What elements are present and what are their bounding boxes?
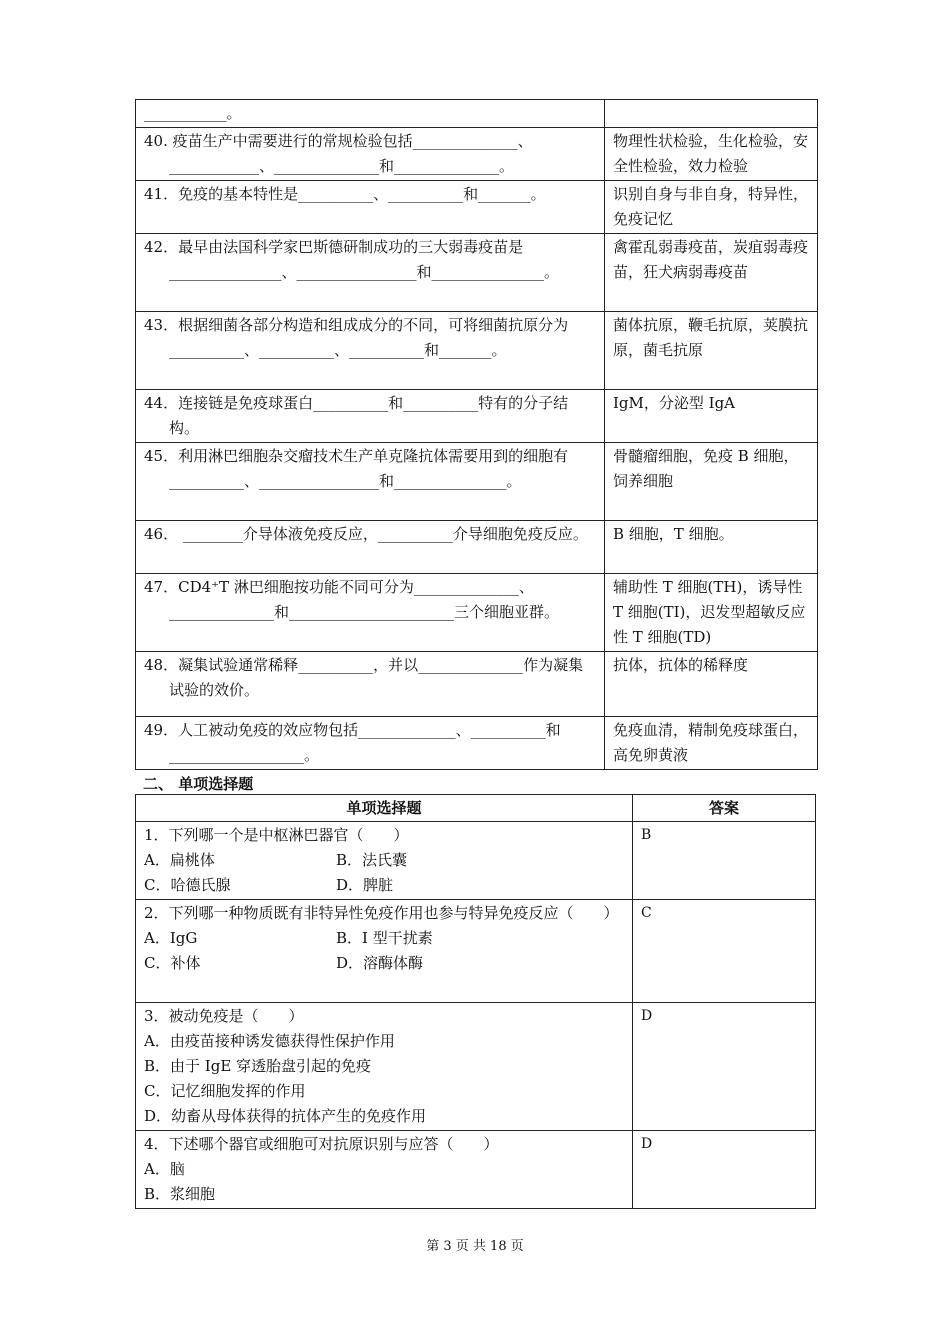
question-text: 46． ________介导体液免疫反应，__________介导细胞免疫反应。	[144, 525, 588, 543]
question-text: 47．CD4⁺T 淋巴细胞按功能不同可分为______________、______________和______________________三个细胞亚群。	[144, 578, 560, 621]
answer-cell: 辅助性 T 细胞(TH)，诱导性 T 细胞(TI)，迟发型超敏反应性 T 细胞(TD)	[605, 574, 818, 652]
question-text: 43．根据细菌各部分构造和组成成分的不同，可将细菌抗原分为__________、__________、__________和_______。	[144, 316, 569, 359]
question-text: 42．最早由法国科学家巴斯德研制成功的三大弱毒疫苗是_______________、________________和_______________。	[144, 238, 560, 281]
question-stem: 1．下列哪一个是中枢淋巴器官（ ）	[144, 826, 409, 844]
question-stem: 2．下列哪一种物质既有非特异性免疫作用也参与特异免疫反应（ ）	[144, 904, 619, 922]
answer-cell: D	[633, 1003, 816, 1131]
table-row	[136, 652, 818, 717]
table-row	[136, 443, 818, 521]
question-text: 40. 疫苗生产中需要进行的常规检验包括______________、____________、______________和______________。	[144, 132, 533, 175]
options	[144, 926, 624, 976]
question-cell	[136, 312, 605, 390]
table-row	[136, 1003, 816, 1131]
page-footer: 第 3 页 共 18 页	[426, 1239, 524, 1254]
question-text: 41．免疫的基本特性是__________、__________和_______。	[144, 185, 546, 203]
question-cell	[136, 652, 605, 717]
answer-cell: 菌体抗原，鞭毛抗原，荚膜抗原，菌毛抗原	[605, 312, 818, 390]
table-row	[136, 822, 816, 900]
table-row	[136, 128, 818, 181]
option: A．由疫苗接种诱发德获得性保护作用	[144, 1032, 395, 1050]
option: B．I 型干扰素	[336, 929, 433, 947]
question-text: 49．人工被动免疫的效应物包括_____________、__________和__________________。	[144, 721, 561, 764]
column-header-answer: 答案	[633, 795, 816, 822]
table-row	[136, 1131, 816, 1209]
option: B．由于 IgE 穿透胎盘引起的免疫	[144, 1057, 372, 1075]
table-header-row	[136, 795, 816, 822]
option: B．法氏囊	[336, 851, 408, 869]
table-row	[136, 390, 818, 443]
fill-in-table	[135, 99, 818, 770]
question-stem: 3．被动免疫是（ ）	[144, 1007, 304, 1025]
answer-cell: 识别自身与非自身，特异性，免疫记忆	[605, 181, 818, 234]
question-cell	[136, 521, 605, 574]
answer-cell: B 细胞，T 细胞。	[605, 521, 818, 574]
question-cell	[136, 717, 605, 770]
option: C．记忆细胞发挥的作用	[144, 1082, 306, 1100]
question-cell	[136, 234, 605, 312]
answer-cell: C	[633, 900, 816, 1003]
multiple-choice-table	[135, 794, 816, 1209]
answer-cell: IgM，分泌型 IgA	[605, 390, 818, 443]
answer-cell	[605, 100, 818, 128]
option: D．脾脏	[336, 876, 394, 894]
question-cell	[136, 181, 605, 234]
options	[144, 848, 624, 898]
question-text: 48．凝集试验通常稀释__________，并以______________作为凝集试验的效价。	[144, 656, 584, 699]
question-stem: 4．下述哪个器官或细胞可对抗原识别与应答（ ）	[144, 1135, 499, 1153]
table-row	[136, 100, 818, 128]
answer-cell: B	[633, 822, 816, 900]
question-text: 44．连接链是免疫球蛋白__________和__________特有的分子结构。	[144, 394, 569, 437]
option: A．脑	[144, 1160, 185, 1178]
question-cell	[136, 128, 605, 181]
question-cell	[136, 1003, 633, 1131]
answer-cell: 物理性状检验，生化检验，安全性检验，效力检验	[605, 128, 818, 181]
question-cell	[136, 574, 605, 652]
table-row	[136, 574, 818, 652]
question-cell	[136, 1131, 633, 1209]
option: A．IgG	[144, 929, 198, 947]
table-row	[136, 181, 818, 234]
question-text: 45．利用淋巴细胞杂交瘤技术生产单克隆抗体需要用到的细胞有__________、________________和_______________。	[144, 447, 569, 490]
table-row	[136, 900, 816, 1003]
option: A．扁桃体	[144, 851, 215, 869]
question-cell	[136, 443, 605, 521]
question-cell	[136, 390, 605, 443]
option: D．溶酶体酶	[336, 954, 424, 972]
question-cell	[136, 900, 633, 1003]
question-cell	[136, 822, 633, 900]
option: C．哈德氏腺	[144, 876, 231, 894]
answer-cell: D	[633, 1131, 816, 1209]
table-row	[136, 717, 818, 770]
option: D．幼畜从母体获得的抗体产生的免疫作用	[144, 1107, 427, 1125]
answer-cell: 抗体，抗体的稀释度	[605, 652, 818, 717]
option: C．补体	[144, 954, 201, 972]
table-row	[136, 312, 818, 390]
column-header-question: 单项选择题	[136, 795, 633, 822]
section-title: 二、 单项选择题	[143, 775, 254, 793]
answer-cell: 禽霍乱弱毒疫苗，炭疽弱毒疫苗，狂犬病弱毒疫苗	[605, 234, 818, 312]
option: B．浆细胞	[144, 1185, 216, 1203]
question-cell: ___________。	[136, 100, 605, 128]
answer-cell: 免疫血清，精制免疫球蛋白，高免卵黄液	[605, 717, 818, 770]
answer-cell: 骨髓瘤细胞，免疫 B 细胞，饲养细胞	[605, 443, 818, 521]
table-row	[136, 234, 818, 312]
table-row	[136, 521, 818, 574]
